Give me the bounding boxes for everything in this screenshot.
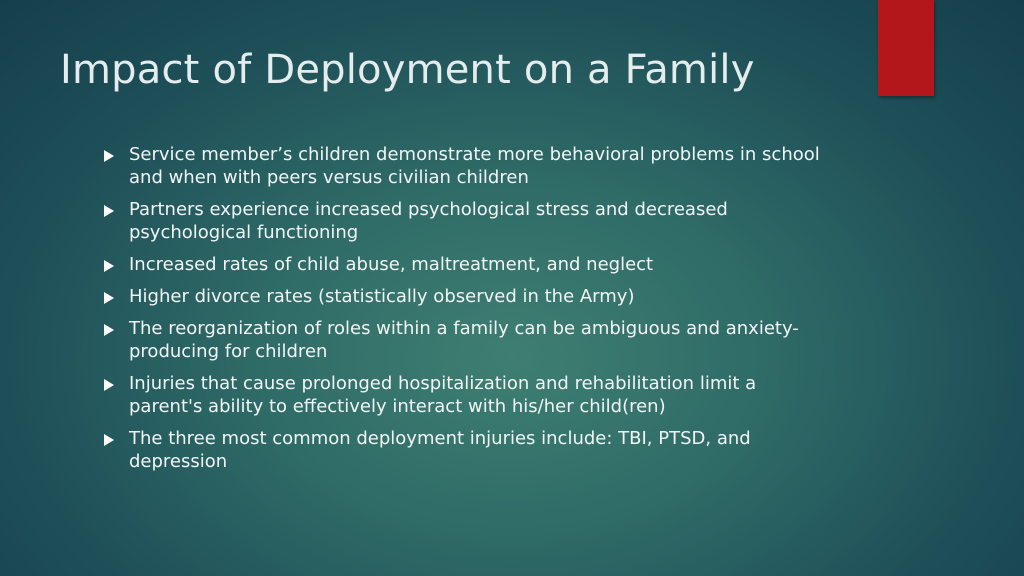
triangle-right-icon [104, 324, 114, 336]
triangle-right-icon [104, 292, 114, 304]
slide-title: Impact of Deployment on a Family [60, 47, 755, 93]
triangle-right-icon [104, 260, 114, 272]
bullet-text: The reorganization of roles within a family can be ambiguous and anxiety-producing for children [129, 318, 799, 362]
bullet-text: Increased rates of child abuse, maltreatment, and neglect [129, 254, 654, 275]
triangle-right-icon [104, 205, 114, 217]
bullet-text: The three most common deployment injuries include: TBI, PTSD, and depression [129, 428, 751, 472]
bullet-list [100, 143, 820, 482]
bullet-item [100, 143, 820, 189]
triangle-right-icon [104, 434, 114, 446]
bullet-text: Partners experience increased psychological stress and decreased psychological functioning [129, 199, 728, 243]
bullet-item [100, 427, 820, 473]
red-accent-tab [878, 0, 934, 96]
bullet-item [100, 253, 820, 276]
bullet-text: Service member’s children demonstrate more behavioral problems in school and when with peers versus civilian children [129, 144, 820, 188]
bullet-text: Injuries that cause prolonged hospitalization and rehabilitation limit a parent's ability to effectively interact with his/her child(ren) [129, 373, 757, 417]
bullet-item [100, 317, 820, 363]
triangle-right-icon [104, 379, 114, 391]
triangle-right-icon [104, 150, 114, 162]
bullet-text: Higher divorce rates (statistically observed in the Army) [129, 286, 635, 307]
bullet-item [100, 285, 820, 308]
bullet-item [100, 372, 820, 418]
bullet-item [100, 198, 820, 244]
